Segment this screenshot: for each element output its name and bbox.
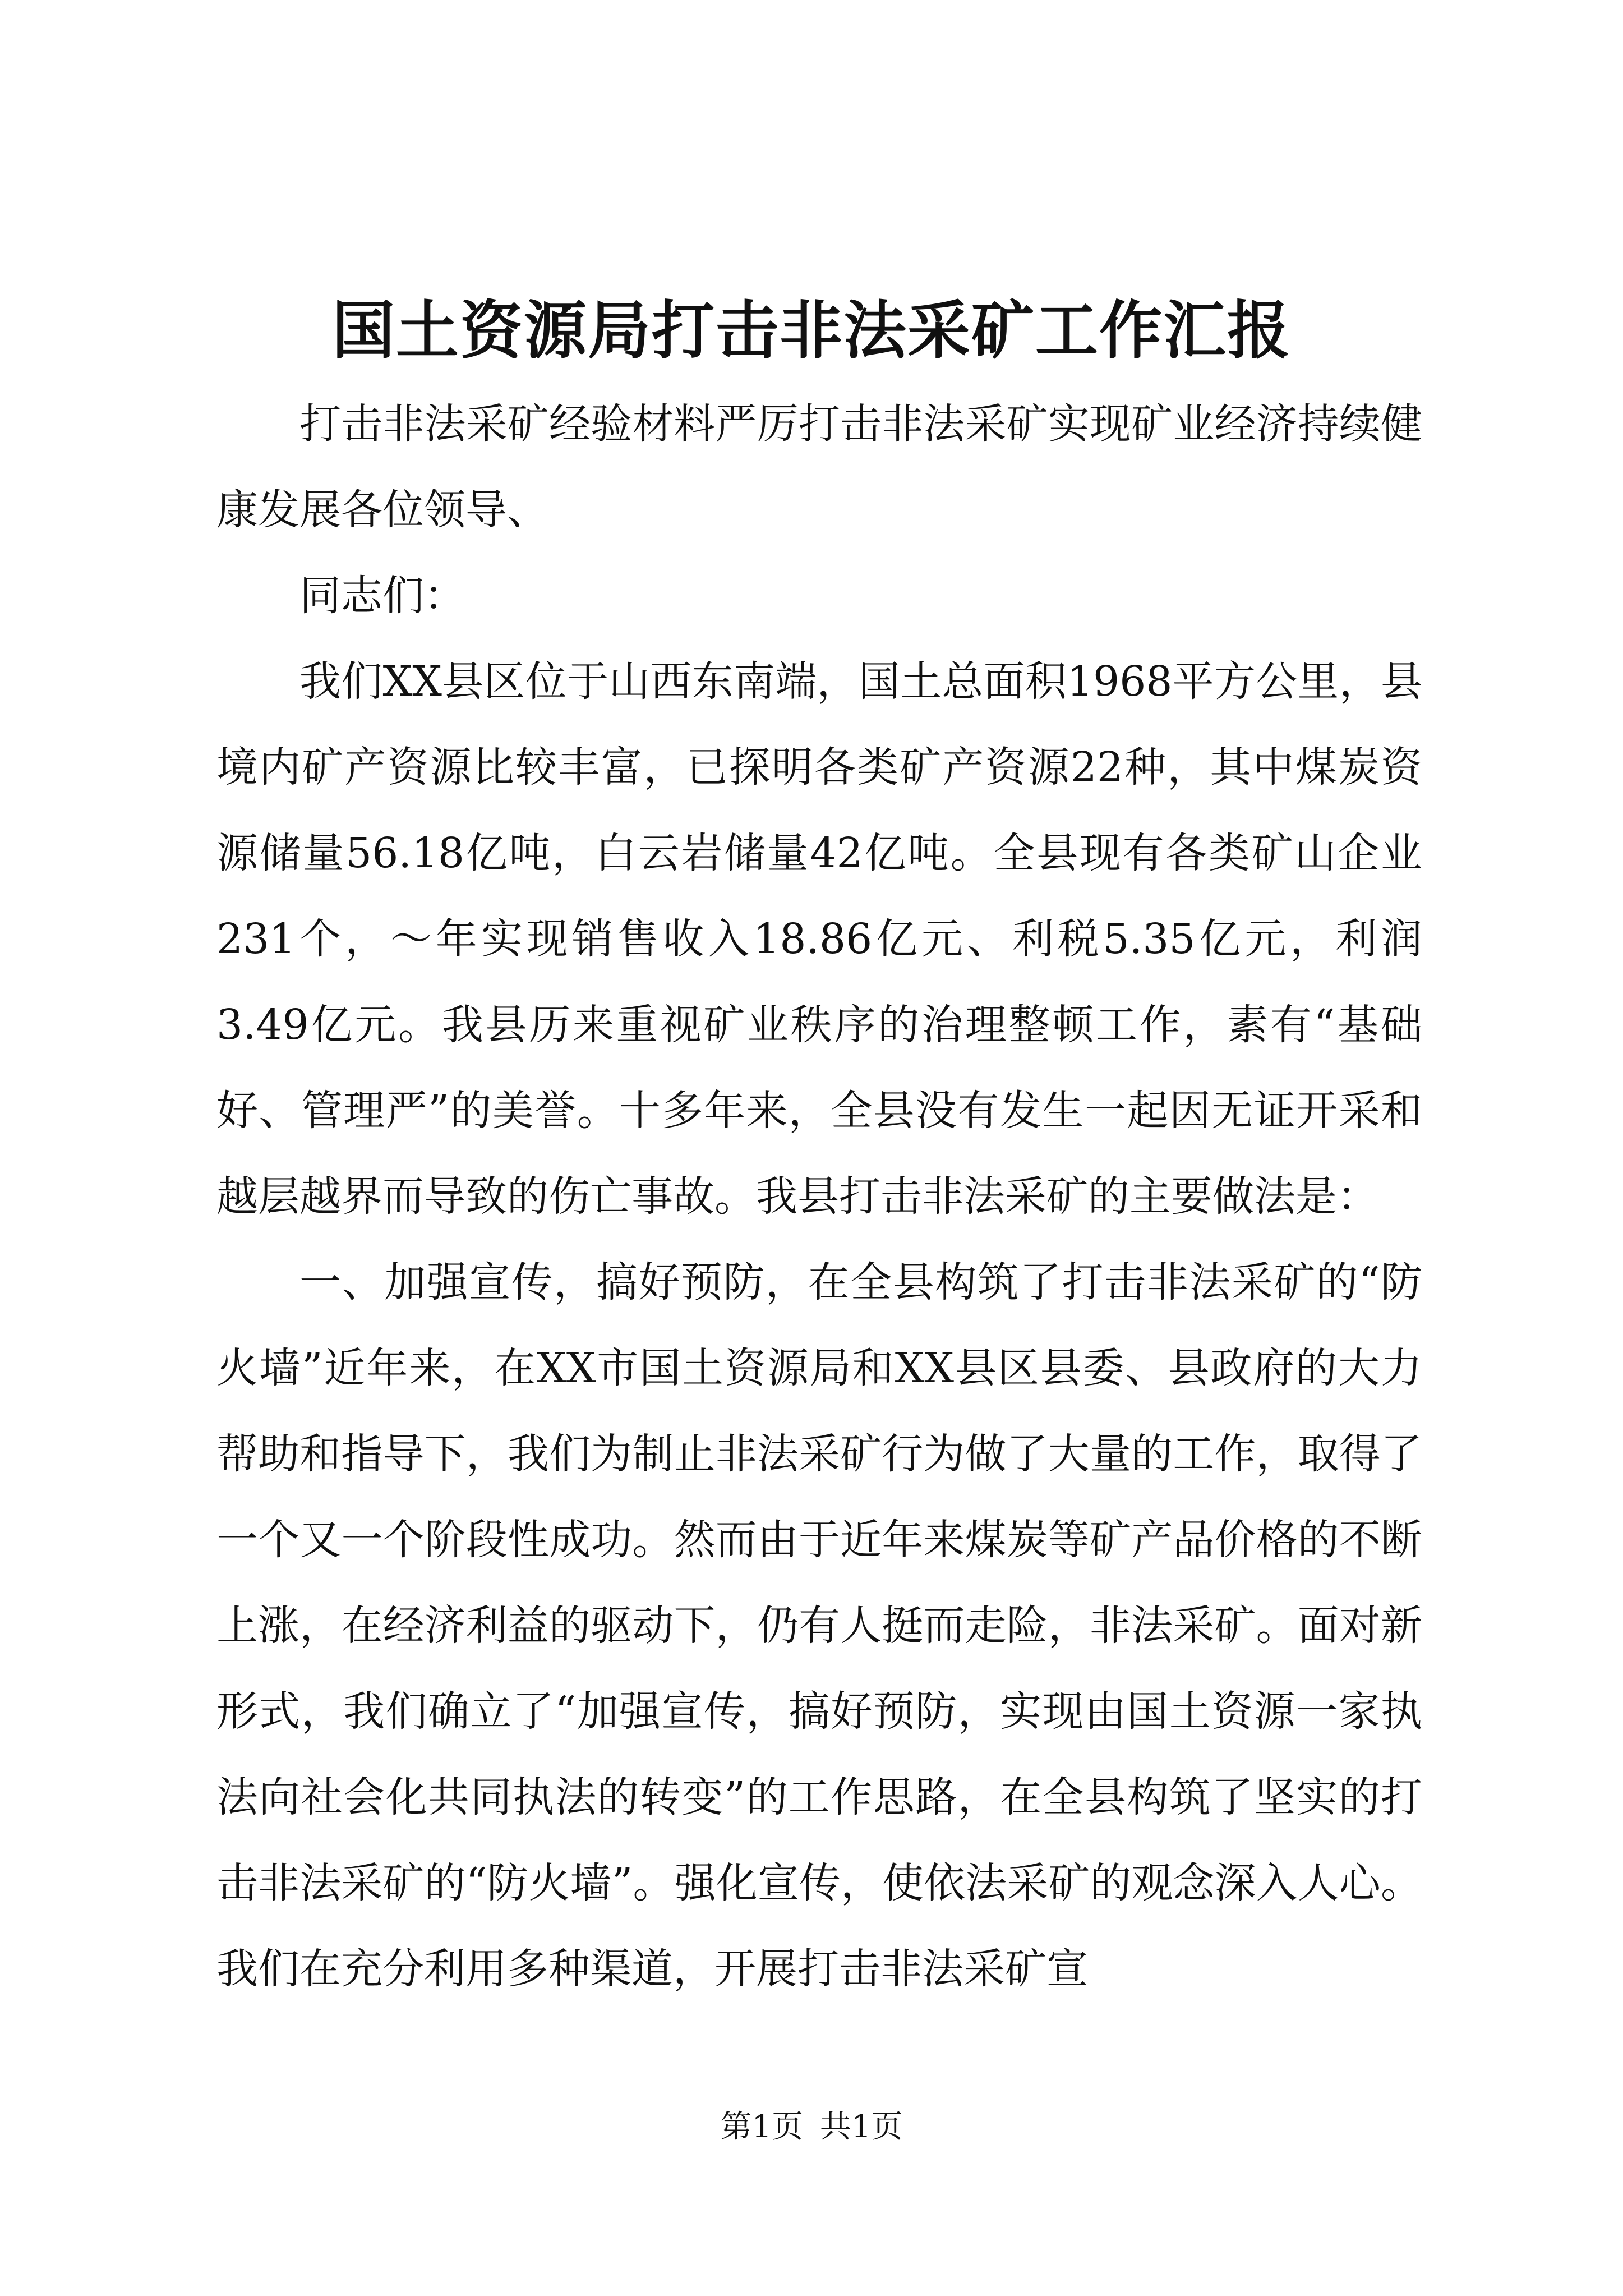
document-title: 国土资源局打击非法采矿工作汇报 [332,294,1291,367]
paragraph-overview: 我们XX县区位于山西东南端，国土总面积1968平方公里，县境内矿产资源比较丰富，已探明各类矿产资源22种，其中煤炭资源储量56.18亿吨，白云岩储量42亿吨。全县现有各类矿山企业231个，～年实现销售收入18.86亿元、利税5.35亿元，利润3.49亿元。我县历来重视矿业秩序的治理整顿工作，素有“基础好、管理严”的美誉。十多年来，全县没有发生一起因无证开采和越层越界而导致的伤亡事故。我县打击非法采矿的主要做法是： [216,657,1422,1221]
page-number: 第1页 [720,2109,804,2145]
page-total: 共1页 [819,2109,903,2145]
paragraph-intro: 打击非法采矿经验材料严厉打击非法采矿实现矿业经济持续健康发展各位领导、 [216,400,1422,534]
document-body [216,381,1422,2012]
paragraph-section-one: 一、加强宣传，搞好预防，在全县构筑了打击非法采矿的“防火墙”近年来，在XX市国土资源局和XX县区县委、县政府的大力帮助和指导下，我们为制止非法采矿行为做了大量的工作，取得了一个又一个阶段性成功。然而由于近年来煤炭等矿产品价格的不断上涨，在经济利益的驱动下，仍有人挺而走险，非法采矿。面对新形式，我们确立了“加强宣传，搞好预防，实现由国土资源一家执法向社会化共同执法的转变”的工作思路，在全县构筑了坚实的打击非法采矿的“防火墙”。强化宣传，使依法采矿的观念深入人心。我们在充分利用多种渠道，开展打击非法采矿宣 [216,1258,1422,1993]
paragraph-salutation: 同志们： [299,572,465,620]
page-footer [0,2105,1623,2150]
